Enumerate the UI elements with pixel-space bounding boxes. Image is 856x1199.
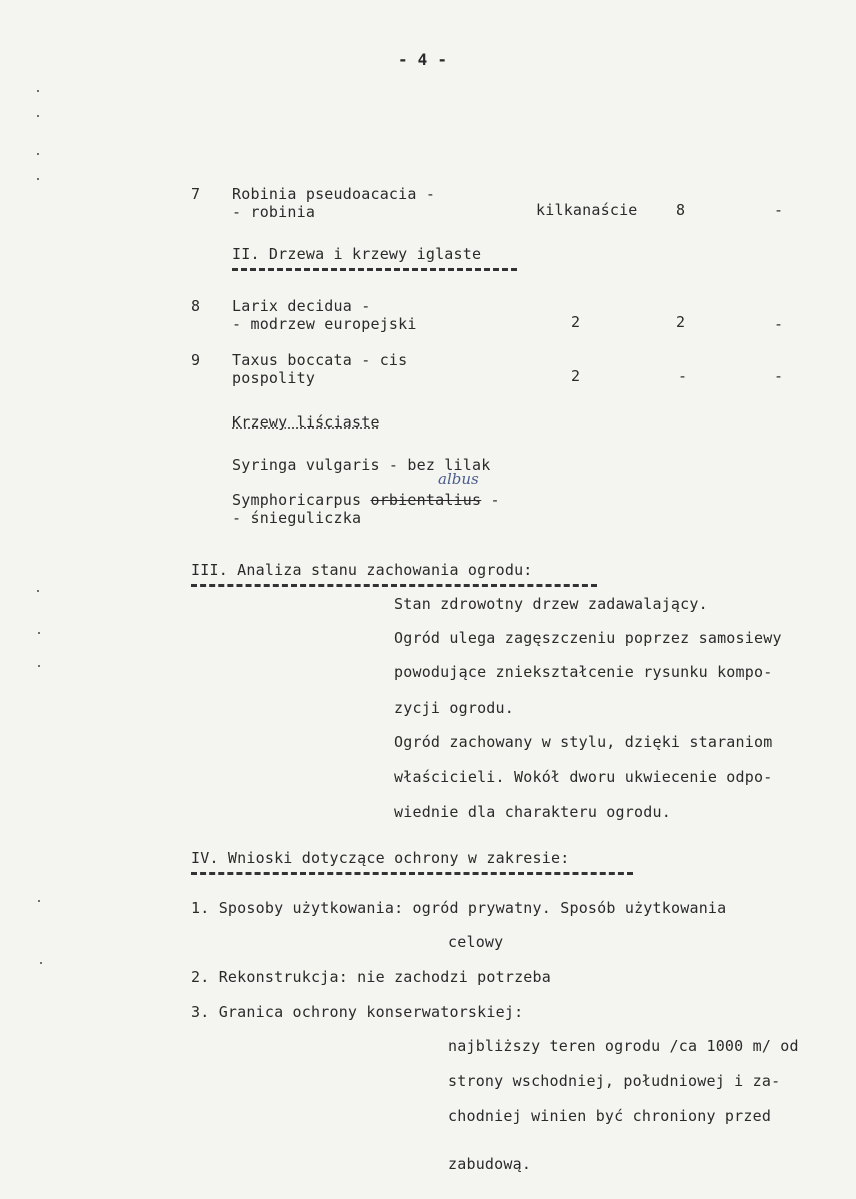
section-heading: II. Drzewa i krzewy iglaste — [232, 245, 482, 263]
paragraph-line: zycji ogrodu. — [394, 699, 514, 717]
shrub-name-dash: - — [481, 491, 500, 509]
margin-speck — [37, 153, 39, 155]
row-col-b: 8 — [676, 201, 686, 219]
subsection-heading: Krzewy liściaste — [232, 413, 380, 431]
struck-text: orbientalius — [370, 491, 482, 509]
paragraph-line: najbliższy teren ogrodu /ca 1000 m/ od — [448, 1037, 799, 1055]
row-number: 7 — [191, 185, 201, 203]
list-item: 3. Granica ochrony konserwatorskiej: — [191, 1003, 524, 1021]
paragraph-line: chodniej winien być chroniony przed — [448, 1107, 772, 1125]
row-col-b: 2 — [676, 313, 686, 331]
row-species-line2: - modrzew europejski — [232, 315, 417, 333]
shrub-item: Syringa vulgaris - bez lilak — [232, 456, 491, 474]
margin-speck — [40, 962, 42, 964]
row-species-line1: Taxus boccata - cis — [232, 351, 408, 369]
paragraph-line: strony wschodniej, południowej i za- — [448, 1072, 781, 1090]
list-item-cont: celowy — [448, 933, 504, 951]
row-count: 2 — [571, 313, 581, 331]
paragraph-line: właścicieli. Wokół dworu ukwiecenie odpo- — [394, 768, 773, 786]
margin-speck — [38, 900, 40, 902]
paragraph-line: Stan zdrowotny drzew zadawalający. — [394, 595, 708, 613]
paragraph-line: Ogród ulega zagęszczeniu poprzez samosiewy — [394, 629, 782, 647]
margin-speck — [37, 115, 39, 117]
margin-speck — [38, 665, 40, 667]
margin-speck — [37, 178, 39, 180]
row-species-line2: pospolity — [232, 369, 316, 387]
section-heading: III. Analiza stanu zachowania ogrodu: — [191, 561, 533, 579]
shrub-name-part: Symphoricarpus — [232, 491, 371, 509]
row-species-line1: Robinia pseudoacacia - — [232, 185, 436, 203]
paragraph-line: powodujące zniekształcenie rysunku kompo- — [394, 663, 773, 681]
margin-speck — [38, 632, 40, 634]
row-count: kilkanaście — [536, 201, 638, 219]
row-col-c: - — [774, 315, 784, 333]
heading-underline — [232, 268, 517, 271]
paragraph-line: wiednie dla charakteru ogrodu. — [394, 803, 671, 821]
page-number: - 4 - — [398, 50, 448, 69]
heading-underline — [191, 584, 597, 587]
heading-underline — [191, 872, 633, 875]
row-col-c: - — [774, 367, 784, 385]
row-number: 8 — [191, 297, 201, 315]
shrub-item — [232, 490, 500, 510]
handwritten-correction: albus — [438, 470, 479, 488]
row-number: 9 — [191, 351, 201, 369]
list-item: 2. Rekonstrukcja: nie zachodzi potrzeba — [191, 968, 551, 986]
row-species-line2: - robinia — [232, 203, 316, 221]
paragraph-line: zabudową. — [448, 1155, 532, 1173]
margin-speck — [37, 590, 39, 592]
row-col-c: - — [774, 201, 784, 219]
row-col-b: - — [678, 367, 688, 385]
shrub-item-line2: - śnieguliczka — [232, 509, 362, 527]
margin-speck — [37, 90, 39, 92]
row-species-line1: Larix decidua - — [232, 297, 371, 315]
paragraph-line: Ogród zachowany w stylu, dzięki staraniom — [394, 733, 773, 751]
list-item: 1. Sposoby użytkowania: ogród prywatny. Sposób użytkowania — [191, 899, 727, 917]
section-heading: IV. Wnioski dotyczące ochrony w zakresie: — [191, 849, 570, 867]
row-count: 2 — [571, 367, 581, 385]
